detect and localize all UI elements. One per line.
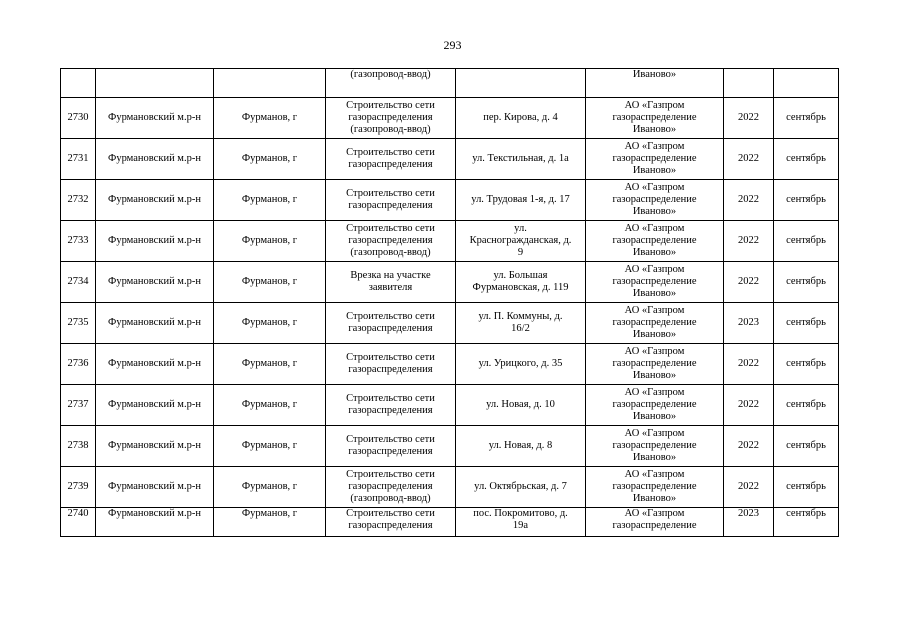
cell-work-type-line: газораспределения: [348, 159, 433, 170]
cell-city: Фурманов, г: [214, 139, 326, 180]
cell-organization-line: Иваново»: [632, 370, 677, 381]
cell-district: Фурмановский м.р-н: [96, 221, 214, 262]
cell-work-type: [326, 508, 456, 537]
cell-organization-line: АО «Газпром: [624, 182, 685, 193]
cell-address-line: Фурмановская, д. 119: [472, 282, 569, 293]
cell-organization-line: АО «Газпром: [624, 346, 685, 357]
cell-organization-line: АО «Газпром: [624, 223, 685, 234]
cell-city: [214, 69, 326, 98]
cell-organization-line: газораспределение: [612, 153, 697, 164]
cell-month: сентябрь: [774, 467, 839, 508]
cell-year: 2022: [724, 344, 774, 385]
cell-district: Фурмановский м.р-н: [96, 262, 214, 303]
cell-work-type-line: Строительство сети: [346, 508, 435, 519]
cell-address-line: пер. Кирова, д. 4: [483, 112, 558, 123]
cell-organization: [586, 303, 724, 344]
cell-address: [456, 508, 586, 537]
cell-work-type: [326, 385, 456, 426]
cell-city: Фурманов, г: [214, 385, 326, 426]
table-row: [61, 262, 839, 303]
cell-num: 2738: [61, 426, 96, 467]
cell-address: [456, 69, 586, 98]
cell-month: сентябрь: [774, 139, 839, 180]
cell-work-type: [326, 180, 456, 221]
cell-address-line: ул. Октябрьская, д. 7: [474, 481, 567, 492]
cell-month: сентябрь: [774, 262, 839, 303]
cell-num: 2736: [61, 344, 96, 385]
cell-work-type-line: Строительство сети: [346, 100, 435, 111]
cell-year: 2022: [724, 467, 774, 508]
cell-address-line: 16/2: [511, 323, 530, 334]
cell-city: Фурманов, г: [214, 467, 326, 508]
cell-city: Фурманов, г: [214, 303, 326, 344]
cell-organization: [586, 467, 724, 508]
cell-year: 2022: [724, 98, 774, 139]
cell-num: 2740: [61, 508, 96, 537]
table-row: [61, 385, 839, 426]
cell-organization-line: АО «Газпром: [624, 141, 685, 152]
cell-organization-line: газораспределение: [612, 440, 697, 451]
cell-work-type-line: Строительство сети: [346, 434, 435, 445]
table-row: [61, 180, 839, 221]
table-row: [61, 139, 839, 180]
cell-address-line: ул. П. Коммуны, д.: [478, 311, 563, 322]
table-row: [61, 344, 839, 385]
cell-city: Фурманов, г: [214, 426, 326, 467]
cell-organization-line: АО «Газпром: [624, 508, 685, 519]
cell-organization-line: Иваново»: [632, 288, 677, 299]
cell-work-type: [326, 467, 456, 508]
cell-district: Фурмановский м.р-н: [96, 180, 214, 221]
cell-organization-line: газораспределение: [612, 194, 697, 205]
gas-network-table: [60, 68, 839, 537]
cell-organization: [586, 508, 724, 537]
cell-work-type-line: (газопровод-ввод): [350, 247, 431, 258]
cell-work-type-line: газораспределения: [348, 235, 433, 246]
cell-work-type-line: газораспределения: [348, 200, 433, 211]
cell-work-type: [326, 262, 456, 303]
cell-num: 2739: [61, 467, 96, 508]
cell-address-line: 19а: [512, 520, 529, 531]
cell-organization-line: газораспределение: [612, 358, 697, 369]
cell-year: 2022: [724, 426, 774, 467]
cell-work-type-line: (газопровод-ввод): [350, 124, 431, 135]
cell-month: сентябрь: [774, 180, 839, 221]
cell-organization-line: АО «Газпром: [624, 305, 685, 316]
cell-organization: [586, 180, 724, 221]
cell-city: Фурманов, г: [214, 262, 326, 303]
cell-work-type-line: Врезка на участке: [350, 270, 431, 281]
cell-organization-line: Иваново»: [632, 493, 677, 504]
cell-year: 2022: [724, 139, 774, 180]
cell-organization-line: АО «Газпром: [624, 469, 685, 480]
cell-month: сентябрь: [774, 303, 839, 344]
cell-num: 2730: [61, 98, 96, 139]
cell-work-type-line: газораспределения: [348, 405, 433, 416]
cell-city: Фурманов, г: [214, 344, 326, 385]
cell-organization-line: АО «Газпром: [624, 100, 685, 111]
cell-work-type: [326, 303, 456, 344]
cell-organization-line: Иваново»: [632, 411, 677, 422]
cell-year: 2023: [724, 508, 774, 537]
table-row: [61, 303, 839, 344]
cell-work-type-line: газораспределения: [348, 481, 433, 492]
cell-district: Фурмановский м.р-н: [96, 426, 214, 467]
cell-address-line: ул. Трудовая 1-я, д. 17: [471, 194, 570, 205]
cell-district: Фурмановский м.р-н: [96, 98, 214, 139]
table-body: [61, 69, 839, 537]
cell-organization-line: газораспределение: [612, 235, 697, 246]
cell-year: 2022: [724, 262, 774, 303]
cell-organization-line: Иваново»: [632, 165, 677, 176]
cell-work-type-line: Строительство сети: [346, 469, 435, 480]
cell-month: сентябрь: [774, 98, 839, 139]
cell-organization-line: Иваново»: [632, 124, 677, 135]
cell-organization-line: Иваново»: [632, 206, 677, 217]
table-row: [61, 426, 839, 467]
cell-work-type-line: Строительство сети: [346, 147, 435, 158]
cell-city: Фурманов, г: [214, 221, 326, 262]
cell-organization-line: газораспределение: [612, 317, 697, 328]
cell-organization: [586, 98, 724, 139]
table-row-continuation: [61, 69, 839, 98]
table-row: [61, 467, 839, 508]
cell-work-type-line: (газопровод-ввод): [350, 493, 431, 504]
cell-year: 2022: [724, 180, 774, 221]
cell-organization: [586, 221, 724, 262]
cell-organization-line: газораспределение: [612, 112, 697, 123]
cell-organization-line: газораспределение: [612, 276, 697, 287]
cell-organization-line: АО «Газпром: [624, 264, 685, 275]
cell-work-type: [326, 426, 456, 467]
cell-month: сентябрь: [774, 221, 839, 262]
cell-work-type-line: Строительство сети: [346, 393, 435, 404]
cell-work-type-line: Строительство сети: [346, 352, 435, 363]
cell-organization: [586, 426, 724, 467]
cell-address-line: ул. Большая: [493, 270, 548, 281]
cell-work-type: [326, 98, 456, 139]
cell-work-type: [326, 221, 456, 262]
cell-work-type-line: Строительство сети: [346, 188, 435, 199]
cell-address-line: Красногражданская, д.: [469, 235, 572, 246]
table-row: [61, 98, 839, 139]
cell-work-type: [326, 344, 456, 385]
cell-work-type: [326, 139, 456, 180]
cell-address-line: ул.: [514, 223, 527, 234]
cell-address: [456, 467, 586, 508]
cell-address: [456, 180, 586, 221]
cell-district: Фурмановский м.р-н: [96, 303, 214, 344]
cell-year: 2023: [724, 303, 774, 344]
cell-district: Фурмановский м.р-н: [96, 467, 214, 508]
cell-address: [456, 98, 586, 139]
cell-address: [456, 426, 586, 467]
cell-month: [774, 69, 839, 98]
cell-work-type: (газопровод-ввод): [326, 69, 456, 98]
cell-city: Фурманов, г: [214, 98, 326, 139]
cell-organization-line: газораспределение: [612, 399, 697, 410]
cell-organization-line: АО «Газпром: [624, 428, 685, 439]
cell-address: [456, 221, 586, 262]
cell-work-type-line: газораспределения: [348, 364, 433, 375]
cell-year: [724, 69, 774, 98]
cell-month: сентябрь: [774, 385, 839, 426]
cell-work-type-line: Строительство сети: [346, 311, 435, 322]
cell-address: [456, 344, 586, 385]
cell-organization: [586, 385, 724, 426]
cell-num: 2735: [61, 303, 96, 344]
cell-month: сентябрь: [774, 508, 839, 537]
cell-address: [456, 262, 586, 303]
cell-work-type-line: заявителя: [368, 282, 413, 293]
cell-organization-line: Иваново»: [632, 329, 677, 340]
cell-district: Фурмановский м.р-н: [96, 139, 214, 180]
cell-organization-line: Иваново»: [632, 452, 677, 463]
cell-district: Фурмановский м.р-н: [96, 508, 214, 537]
cell-num: 2737: [61, 385, 96, 426]
cell-work-type-line: газораспределения: [348, 446, 433, 457]
cell-organization: [586, 344, 724, 385]
cell-district: [96, 69, 214, 98]
page-number: 293: [443, 38, 462, 52]
cell-num: 2733: [61, 221, 96, 262]
cell-organization-line: газораспределение: [612, 520, 697, 531]
cell-num: 2731: [61, 139, 96, 180]
cell-address-line: ул. Новая, д. 8: [488, 440, 553, 451]
cell-address-line: ул. Текстильная, д. 1а: [472, 153, 569, 164]
cell-year: 2022: [724, 385, 774, 426]
cell-month: сентябрь: [774, 426, 839, 467]
cell-month: сентябрь: [774, 344, 839, 385]
cell-address-line: ул. Урицкого, д. 35: [478, 358, 563, 369]
cell-address-line: пос. Покромитово, д.: [473, 508, 568, 519]
cell-organization: [586, 262, 724, 303]
cell-work-type-line: газораспределения: [348, 520, 433, 531]
table-row: [61, 221, 839, 262]
cell-organization-line: АО «Газпром: [624, 387, 685, 398]
cell-num: 2732: [61, 180, 96, 221]
cell-organization-line: Иваново»: [632, 247, 677, 258]
cell-address-line: ул. Новая, д. 10: [486, 399, 555, 410]
cell-work-type-line: Строительство сети: [346, 223, 435, 234]
cell-num: 2734: [61, 262, 96, 303]
cell-address: [456, 385, 586, 426]
cell-num: [61, 69, 96, 98]
cell-district: Фурмановский м.р-н: [96, 385, 214, 426]
cell-organization: [586, 139, 724, 180]
cell-city: Фурманов, г: [214, 180, 326, 221]
cell-address: [456, 139, 586, 180]
cell-year: 2022: [724, 221, 774, 262]
cell-address-line: 9: [517, 247, 524, 258]
cell-city: Фурманов, г: [214, 508, 326, 537]
cell-address: [456, 303, 586, 344]
cell-district: Фурмановский м.р-н: [96, 344, 214, 385]
cell-organization-line: газораспределение: [612, 481, 697, 492]
cell-work-type-line: газораспределения: [348, 112, 433, 123]
cell-work-type-line: газораспределения: [348, 323, 433, 334]
table-row: [61, 508, 839, 537]
cell-organization: Иваново»: [586, 69, 724, 98]
